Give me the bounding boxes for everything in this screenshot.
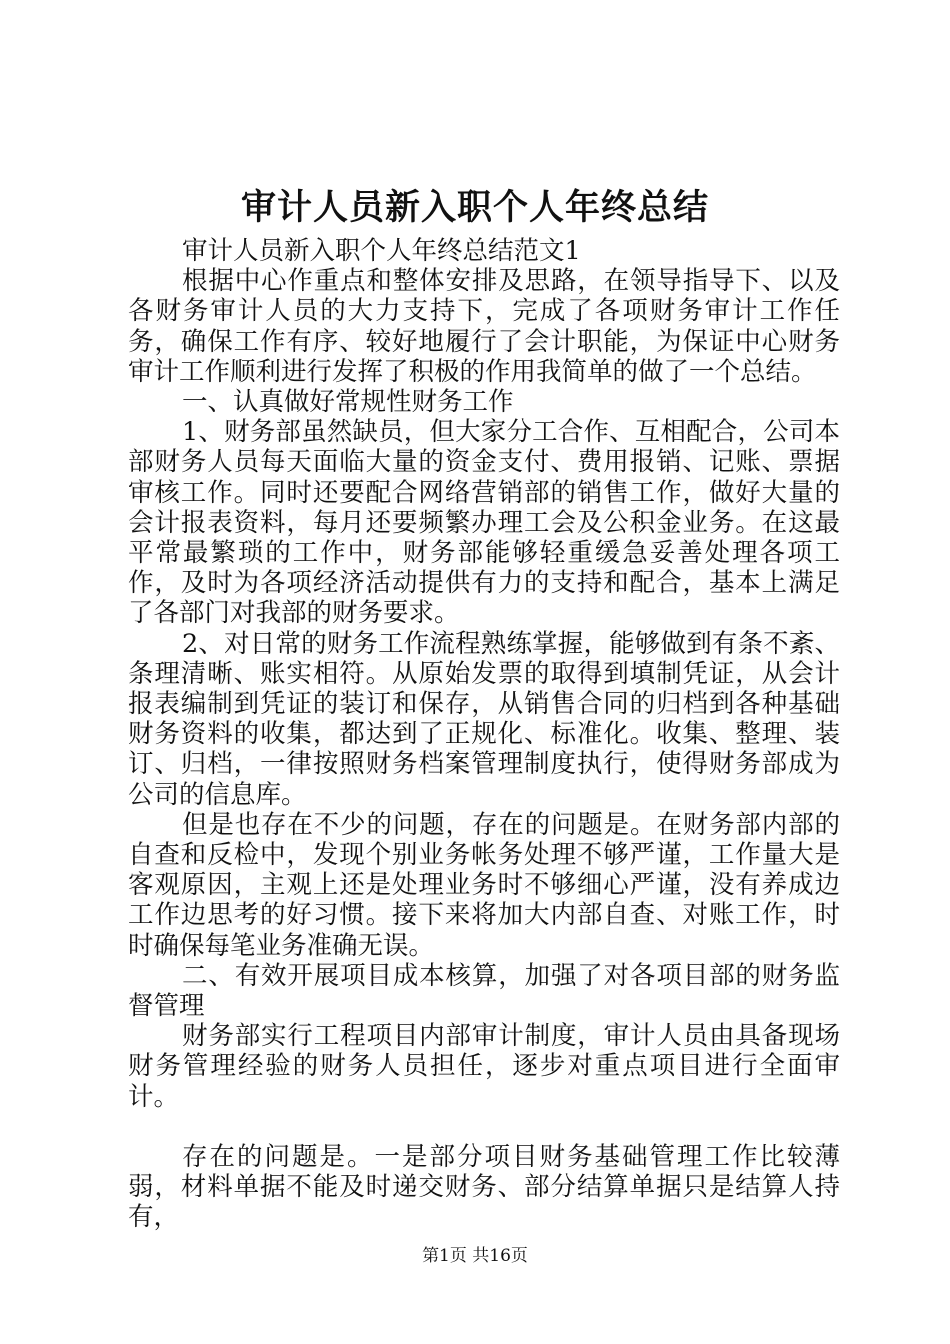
paragraph-issues: 存在的问题是。一是部分项目财务基础管理工作比较薄弱，材料单据不能及时递交财务、部分结算单据只是结算人持有， xyxy=(128,1141,840,1233)
document-title: 审计人员新入职个人年终总结 xyxy=(240,187,709,228)
section-heading-2: 二、有效开展项目成本核算，加强了对各项目部的财务监督管理 xyxy=(128,960,840,1022)
paragraph-item-2: 2、对日常的财务工作流程熟练掌握，能够做到有条不紊、条理清晰、账实相符。从原始发票的取得到填制凭证，从会计报表编制到凭证的装订和保存，从销售合同的归档到各种基础财务资料的收集，都达到了正规化、标准化。收集、整理、装订、归档，一律按照财务档案管理制度执行，使得财务部成为公司的信息库。 xyxy=(128,628,840,810)
paragraph-intro: 根据中心作重点和整体安排及思路，在领导指导下、以及各财务审计人员的大力支持下，完成了各项财务审计工作任务，确保工作有序、较好地履行了会计职能，为保证中心财务审计工作顺利进行发挥了积极的作用我简单的做了一个总结。 xyxy=(128,266,840,387)
paragraph-subtitle: 审计人员新入职个人年终总结范文1 xyxy=(182,236,581,266)
section-heading-1: 一、认真做好常规性财务工作 xyxy=(182,387,514,418)
document-body xyxy=(128,236,840,1233)
page-number-footer: 第1页 共16页 xyxy=(422,1246,528,1266)
paragraph-problems: 但是也存在不少的问题，存在的问题是。在财务部内部的自查和反检中，发现个别业务帐务处理不够严谨，工作量大是客观原因，主观上还是处理业务时不够细心严谨，没有养成边工作边思考的好习惯。接下来将加大内部自查、对账工作，时时确保每笔业务准确无误。 xyxy=(128,809,840,961)
paragraph-gap xyxy=(128,1112,840,1142)
paragraph-item-1: 1、财务部虽然缺员，但大家分工合作、互相配合，公司本部财务人员每天面临大量的资金支付、费用报销、记账、票据审核工作。同时还要配合网络营销部的销售工作，做好大量的会计报表资料，每月还要频繁办理工会及公积金业务。在这最平常最繁琐的工作中，财务部能够轻重缓急妥善处理各项工作，及时为各项经济活动提供有力的支持和配合，基本上满足了各部门对我部的财务要求。 xyxy=(128,417,840,629)
paragraph-audit: 财务部实行工程项目内部审计制度，审计人员由具备现场财务管理经验的财务人员担任，逐步对重点项目进行全面审计。 xyxy=(128,1021,840,1112)
